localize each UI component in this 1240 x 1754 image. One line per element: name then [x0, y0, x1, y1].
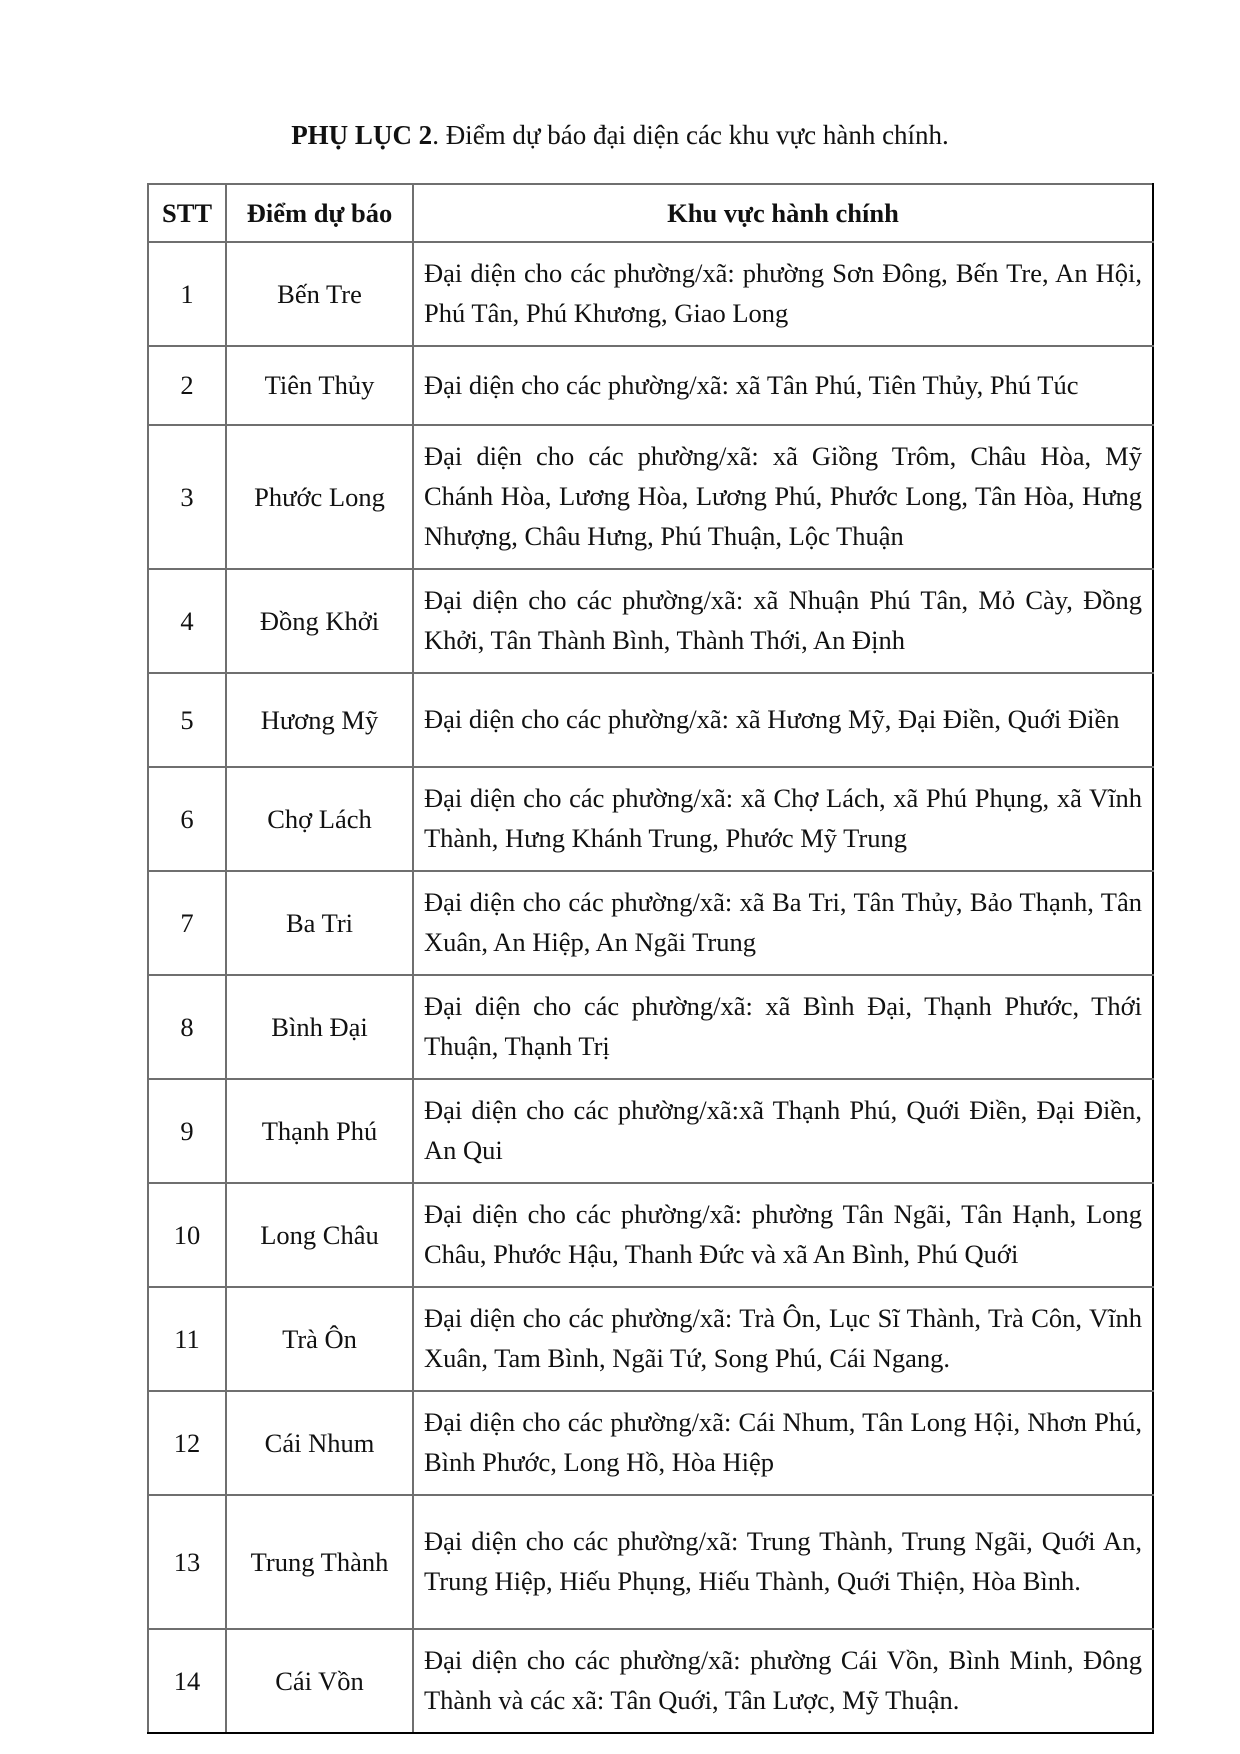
cell-stt: 14 [148, 1629, 226, 1733]
forecast-points-table [147, 183, 1154, 1734]
cell-stt: 7 [148, 871, 226, 975]
cell-administrative-area: Đại diện cho các phường/xã: phường Cái Vồn, Bình Minh, Đông Thành và các xã: Tân Quới, Tân Lược, Mỹ Thuận. [413, 1629, 1153, 1733]
table-row [148, 1183, 1153, 1287]
cell-forecast-point: Bình Đại [226, 975, 413, 1079]
cell-stt: 8 [148, 975, 226, 1079]
cell-administrative-area: Đại diện cho các phường/xã: xã Bình Đại, Thạnh Phước, Thới Thuận, Thạnh Trị [413, 975, 1153, 1079]
cell-stt: 13 [148, 1495, 226, 1629]
cell-administrative-area: Đại diện cho các phường/xã: Trà Ôn, Lục Sĩ Thành, Trà Côn, Vĩnh Xuân, Tam Bình, Ngãi Tứ, Song Phú, Cái Ngang. [413, 1287, 1153, 1391]
cell-administrative-area: Đại diện cho các phường/xã: xã Chợ Lách, xã Phú Phụng, xã Vĩnh Thành, Hưng Khánh Trung, Phước Mỹ Trung [413, 767, 1153, 871]
table-row [148, 767, 1153, 871]
cell-stt: 4 [148, 569, 226, 673]
cell-stt: 6 [148, 767, 226, 871]
appendix-label: PHỤ LỤC 2 [291, 120, 433, 150]
cell-stt: 2 [148, 346, 226, 425]
cell-administrative-area: Đại diện cho các phường/xã: Trung Thành, Trung Ngãi, Quới An, Trung Hiệp, Hiếu Phụng, Hiếu Thành, Quới Thiện, Hòa Bình. [413, 1495, 1153, 1629]
table-row [148, 242, 1153, 346]
cell-forecast-point: Tiên Thủy [226, 346, 413, 425]
cell-stt: 9 [148, 1079, 226, 1183]
cell-forecast-point: Trung Thành [226, 1495, 413, 1629]
cell-stt: 10 [148, 1183, 226, 1287]
cell-stt: 5 [148, 673, 226, 767]
table-row [148, 871, 1153, 975]
cell-stt: 12 [148, 1391, 226, 1495]
header-forecast-point: Điểm dự báo [226, 184, 413, 242]
table-header-row [148, 184, 1153, 242]
cell-administrative-area: Đại diện cho các phường/xã: phường Sơn Đông, Bến Tre, An Hội, Phú Tân, Phú Khương, Giao Long [413, 242, 1153, 346]
cell-forecast-point: Trà Ôn [226, 1287, 413, 1391]
cell-stt: 3 [148, 425, 226, 569]
cell-administrative-area: Đại diện cho các phường/xã: xã Ba Tri, Tân Thủy, Bảo Thạnh, Tân Xuân, An Hiệp, An Ngãi Trung [413, 871, 1153, 975]
appendix-caption: . Điểm dự báo đại diện các khu vực hành chính. [432, 120, 949, 150]
cell-forecast-point: Thạnh Phú [226, 1079, 413, 1183]
cell-forecast-point: Phước Long [226, 425, 413, 569]
cell-forecast-point: Đồng Khởi [226, 569, 413, 673]
cell-forecast-point: Chợ Lách [226, 767, 413, 871]
table-row [148, 1079, 1153, 1183]
page-title [0, 118, 1240, 152]
table-row [148, 425, 1153, 569]
cell-administrative-area: Đại diện cho các phường/xã: phường Tân Ngãi, Tân Hạnh, Long Châu, Phước Hậu, Thanh Đức và xã An Bình, Phú Quới [413, 1183, 1153, 1287]
cell-forecast-point: Ba Tri [226, 871, 413, 975]
table-row [148, 1287, 1153, 1391]
header-administrative-area: Khu vực hành chính [413, 184, 1153, 242]
cell-forecast-point: Cái Vồn [226, 1629, 413, 1733]
table-row [148, 346, 1153, 425]
table-row [148, 1391, 1153, 1495]
cell-forecast-point: Hương Mỹ [226, 673, 413, 767]
cell-stt: 11 [148, 1287, 226, 1391]
cell-administrative-area: Đại diện cho các phường/xã:xã Thạnh Phú, Quới Điền, Đại Điền, An Qui [413, 1079, 1153, 1183]
header-stt: STT [148, 184, 226, 242]
cell-administrative-area: Đại diện cho các phường/xã: xã Giồng Trôm, Châu Hòa, Mỹ Chánh Hòa, Lương Hòa, Lương Phú, Phước Long, Tân Hòa, Hưng Nhượng, Châu Hưng, Phú Thuận, Lộc Thuận [413, 425, 1153, 569]
table-row [148, 975, 1153, 1079]
cell-administrative-area: Đại diện cho các phường/xã: Cái Nhum, Tân Long Hội, Nhơn Phú, Bình Phước, Long Hồ, Hòa Hiệp [413, 1391, 1153, 1495]
cell-administrative-area: Đại diện cho các phường/xã: xã Nhuận Phú Tân, Mỏ Cày, Đồng Khởi, Tân Thành Bình, Thành Thới, An Định [413, 569, 1153, 673]
cell-forecast-point: Bến Tre [226, 242, 413, 346]
table-row [148, 673, 1153, 767]
cell-forecast-point: Long Châu [226, 1183, 413, 1287]
table-row [148, 569, 1153, 673]
cell-forecast-point: Cái Nhum [226, 1391, 413, 1495]
table-row [148, 1629, 1153, 1733]
cell-administrative-area: Đại diện cho các phường/xã: xã Tân Phú, Tiên Thủy, Phú Túc [413, 346, 1153, 425]
cell-stt: 1 [148, 242, 226, 346]
cell-administrative-area: Đại diện cho các phường/xã: xã Hương Mỹ, Đại Điền, Quới Điền [413, 673, 1153, 767]
table-row [148, 1495, 1153, 1629]
